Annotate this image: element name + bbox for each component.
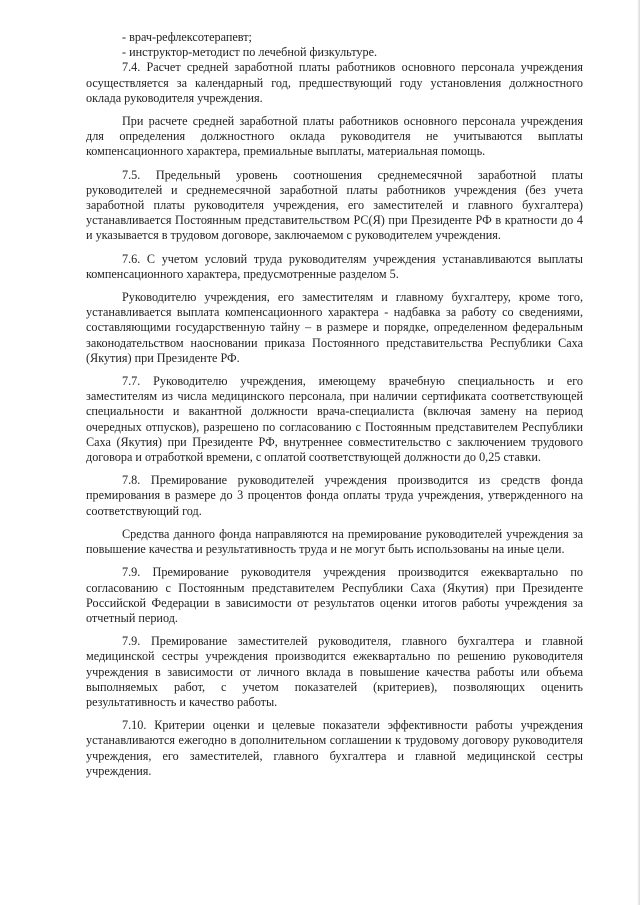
paragraph-7-8-note: Средства данного фонда направляются на премирование руководителей учреждения за повышение качества и результативность труда и не могут быть использованы на иные цели. <box>86 526 583 557</box>
list-item-physiotherapy-instructor: - инструктор-методист по лечебной физкультуре. <box>122 45 378 60</box>
document-body <box>86 30 583 779</box>
paragraph-7-8: 7.8. Премирование руководителей учреждения производится из средств фонда премирования в размере до 3 процентов фонда оплаты труда учреждения, утвержденного на соответствующий год. <box>86 473 583 518</box>
list-item-reflexotherapist: - врач-рефлексотерапевт; <box>122 30 252 44</box>
paragraph-7-9-deputies: 7.9. Премирование заместителей руководителя, главного бухгалтера и главной медицинской сестры учреждения производится ежеквартально по решению руководителя учреждения в зависимости от личного вклада в повышение качества работы или объема выполняемых работ, с учетом показателей (критериев), позволяющих оценить результативность и качество работы. <box>86 634 583 709</box>
paragraph-7-4: 7.4. Расчет средней заработной платы работников основного персонала учреждения осуществляется за календарный год, предшествующий году установления должностного оклада руководителя учреждения. <box>86 60 583 105</box>
paragraph-7-7: 7.7. Руководителю учреждения, имеющему врачебную специальность и его заместителям из числа медицинского персонала, при наличии сертификата соответствующей специальности и вакантной должности врача-специалиста (включая замену на период очередных отпусков), разрешено по согласованию с Постоянным представителем Республики Саха (Якутия) при Президенте РФ, внутреннее совместительство с заключением трудового договора и отработкой времени, с оплатой соответствующей должности до 0,25 ставки. <box>86 374 583 465</box>
paragraph-7-9-director: 7.9. Премирование руководителя учреждения производится ежеквартально по согласованию с Постоянным представителем Республики Саха (Якутия) при Президенте Российской Федерации в зависимости от результатов оценки итогов работы учреждения за отчетный период. <box>86 565 583 625</box>
paragraph-7-6-note: Руководителю учреждения, его заместителям и главному бухгалтеру, кроме того, устанавливается выплата компенсационного характера - надбавка за работу со сведениями, составляющими государственную тайну – в размере и порядке, определенном федеральным законодательством наосновании приказа Постоянного представительства Республики Саха (Якутия) при Президенте РФ. <box>86 290 583 365</box>
paragraph-7-5: 7.5. Предельный уровень соотношения среднемесячной заработной платы руководителей и среднемесячной заработной платы работников учреждения (без учета заработной платы руководителя учреждения, его заместителей и главного бухгалтера) устанавливается Постоянным представительством РС(Я) при Президенте РФ в кратности до 4 и указывается в трудовом договоре, заключаемом с руководителем учреждения. <box>86 167 583 243</box>
paragraph-7-4-note: При расчете средней заработной платы работников основного персонала учреждения для определения должностного оклада руководителя не учитываются выплаты компенсационного характера, премиальные выплаты, материальная помощь. <box>86 114 583 159</box>
paragraph-7-10: 7.10. Критерии оценки и целевые показатели эффективности работы учреждения устанавливаются ежегодно в дополнительном соглашении к трудовому договору руководителя учреждения, его заместителей, главного бухгалтера и главной медицинской сестры учреждения. <box>86 718 583 778</box>
paragraph-7-6: 7.6. С учетом условий труда руководителям учреждения устанавливаются выплаты компенсационного характера, предусмотренные разделом 5. <box>86 251 583 281</box>
